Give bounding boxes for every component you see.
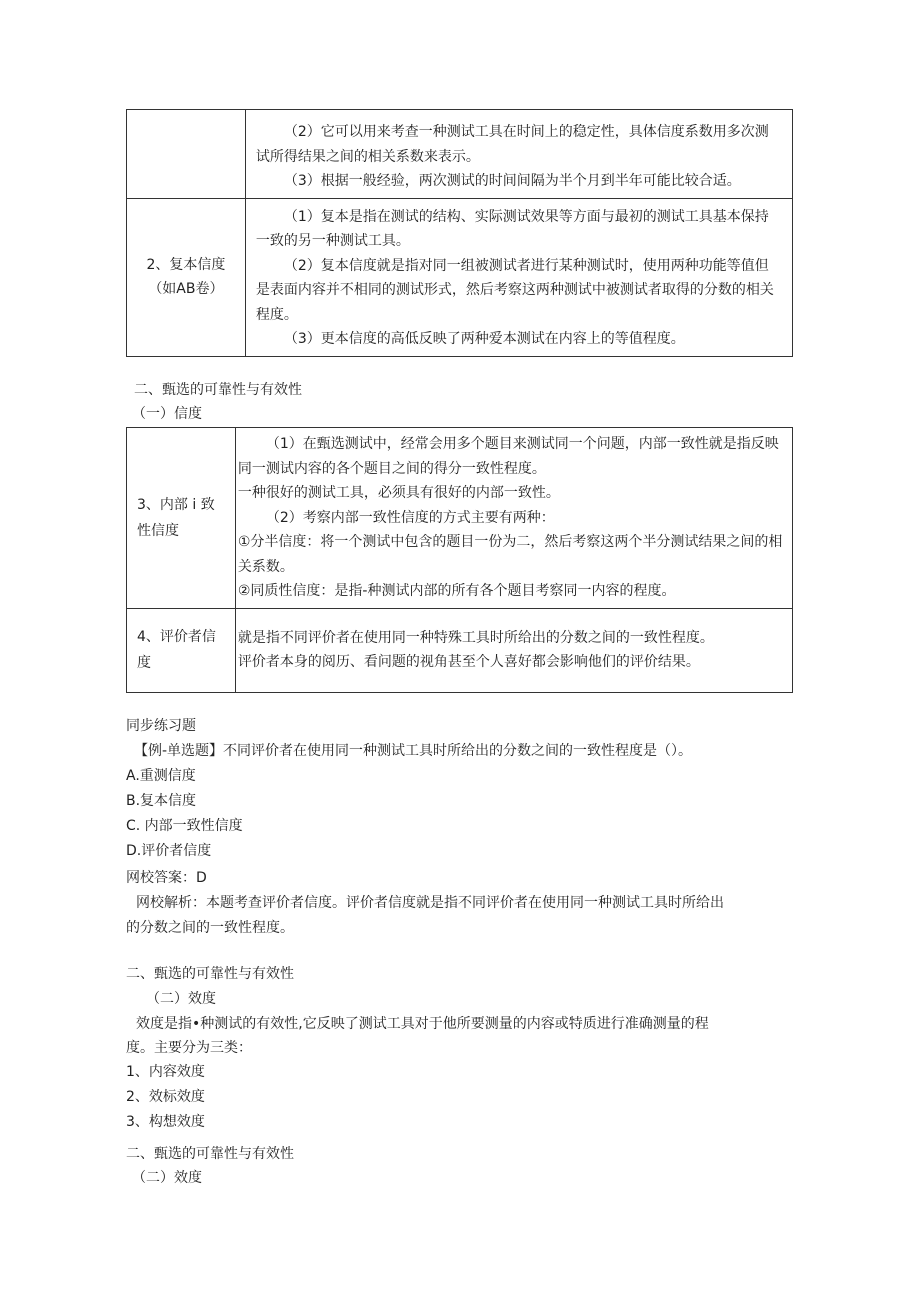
row-content [235, 428, 792, 609]
content-line: （2）它可以用来考查一种测试工具在时间上的稳定性，具体信度系数用多次测试所得结果之间的相关系数来表示。 [255, 124, 769, 165]
row-label [127, 428, 236, 609]
sub-heading: （一）信度 [132, 406, 202, 422]
content-line: （2）考察内部一致性信度的方式主要有两种： [265, 509, 555, 526]
content-line: （1）复本是指在测试的结构、实际测试效果等方面与最初的测试工具基本保持一致的另一种测试工具。 [255, 208, 769, 249]
answer-text: 网校答案：D [126, 870, 207, 886]
row-label [127, 608, 236, 692]
label-line: 4、评价者信 [137, 629, 216, 645]
table-row [127, 608, 793, 692]
list-item: 3、构想效度 [126, 1114, 205, 1130]
content-line: 就是指不同评价者在使用同一种特殊工具时所给出的分数之间的一致性程度。 [237, 629, 714, 646]
label-line: 度 [137, 655, 151, 671]
table-row [127, 198, 793, 356]
table-row [127, 428, 793, 609]
sub-heading: （二）效度 [146, 991, 216, 1007]
analysis-line: 的分数之间的一致性程度。 [126, 920, 294, 936]
content-line: （1）在甄选测试中，经常会用多个题目来测试同一个问题，内部一致性就是指反映同一测试内容的各个题目之间的得分一致性程度。 [237, 436, 779, 477]
section-heading: 二、甄选的可靠性与有效性 [126, 1146, 294, 1162]
option-c: C. 内部一致性信度 [126, 818, 243, 834]
table-row [127, 110, 793, 199]
paragraph-line: 效度是指•种测试的有效性,它反映了测试工具对于他所要测量的内容或特质进行准确测量的程 [136, 1016, 709, 1032]
content-line: 评价者本身的阅历、看问题的视角甚至个人喜好都会影响他们的评价结果。 [237, 654, 700, 670]
reliability-table-1 [126, 109, 793, 357]
analysis-line: 网校解析：本题考查评价者信度。评价者信度就是指不同评价者在使用同一种测试工具时所给出 [136, 895, 724, 911]
practice-title: 同步练习题 [126, 718, 196, 734]
row-content [235, 608, 792, 692]
paragraph-line: 度。主要分为三类： [126, 1040, 252, 1056]
reliability-table-2 [126, 427, 793, 693]
content-line: ①分半信度：将一个测试中包含的题目一份为二，然后考察这两个半分测试结果之间的相关系数。 [237, 534, 783, 575]
row-content [245, 198, 792, 356]
content-line: ②同质性信度：是指-种测试内部的所有各个题目考察同一内容的程度。 [237, 583, 676, 599]
list-item: 1、内容效度 [126, 1064, 205, 1080]
sub-heading: （二）效度 [132, 1170, 202, 1186]
label-line: 3、内部 i 致 [137, 496, 215, 513]
row-label [127, 110, 246, 199]
section-heading: 二、甄选的可靠性与有效性 [126, 966, 294, 982]
row-content [245, 110, 792, 199]
option-d: D.评价者信度 [126, 843, 212, 859]
label-line: （如AB卷） [148, 281, 224, 297]
content-line: （2）复本信度就是指对同一组被测试者进行某种测试时，使用两种功能等值但是表面内容并不相同的测试形式，然后考察这两种测试中被测试者取得的分数的相关程度。 [255, 257, 774, 323]
label-line: 2、复本信度 [146, 257, 226, 273]
practice-question: 【例-单选题】不同评价者在使用同一种测试工具时所给出的分数之间的一致性程度是（）。 [134, 743, 693, 759]
content-line: （3）根据一般经验，两次测试的时间间隔为半个月到半年可能比较合适。 [283, 173, 741, 189]
list-item: 2、效标效度 [126, 1089, 205, 1105]
section-heading: 二、甄选的可靠性与有效性 [134, 382, 302, 398]
option-a: A.重测信度 [126, 768, 196, 784]
content-line: 一种很好的测试工具，必须具有很好的内部一致性。 [237, 485, 560, 501]
label-line: 性信度 [137, 522, 179, 539]
row-label [127, 198, 246, 356]
content-line: （3）更本信度的高低反映了两种爱本测试在内容上的等值程度。 [283, 331, 685, 347]
option-b: B.复本信度 [126, 793, 197, 809]
